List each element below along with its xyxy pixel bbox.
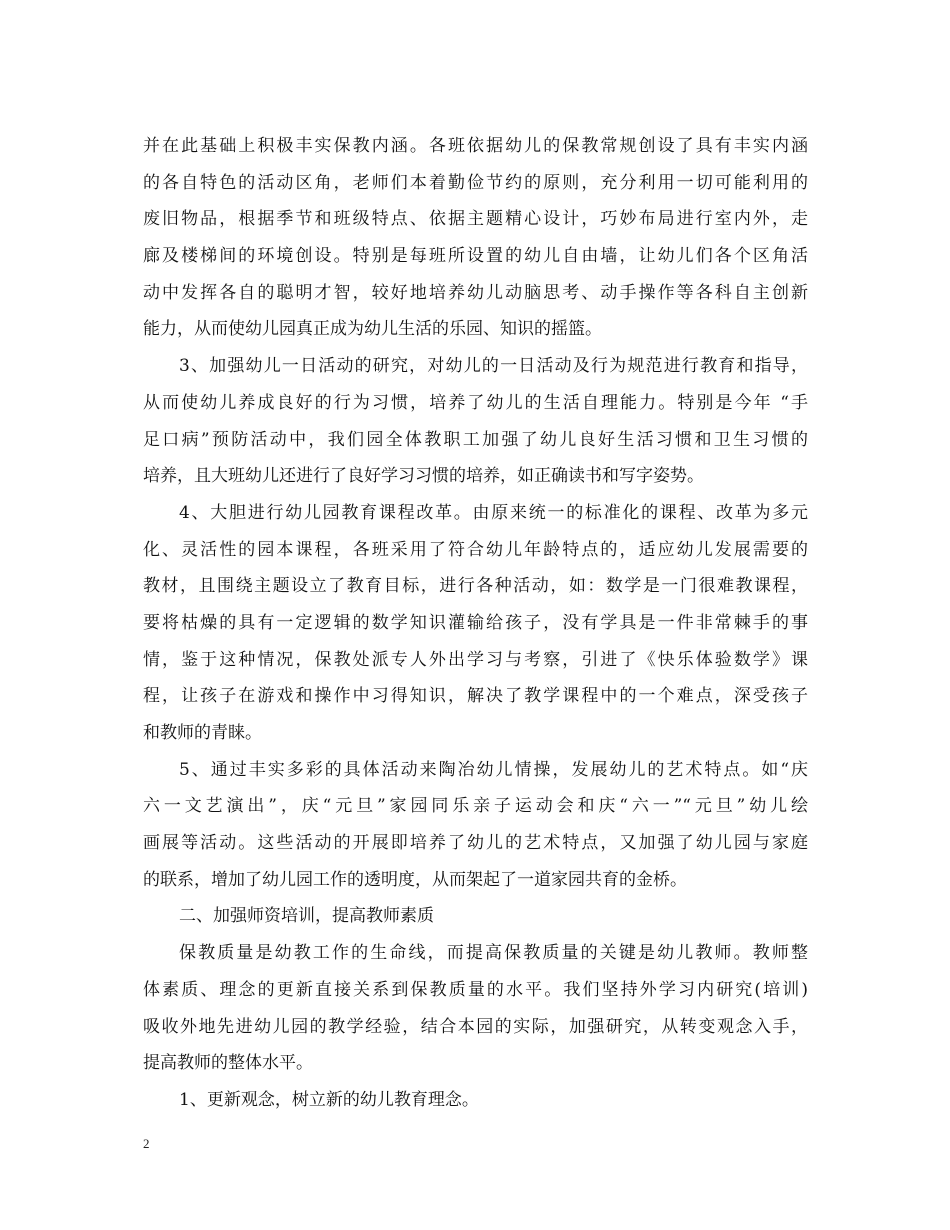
page-number: 2 bbox=[143, 1136, 150, 1151]
text-line: 情，鉴于这种情况，保教处派专人外出学习与考察，引进了《快乐体验数学》课 bbox=[143, 649, 808, 670]
text-line: 并在此基础上积极丰实保教内涵。各班依据幼儿的保教常规创设了具有丰实内涵 bbox=[143, 136, 808, 156]
text-line: 画展等活动。这些活动的开展即培养了幼儿的艺术特点，又加强了幼儿园与家庭 bbox=[143, 833, 808, 854]
paragraph-start-line: 保教质量是幼教工作的生命线，而提高保教质量的关键是幼儿教师。教师整 bbox=[179, 943, 808, 964]
text-line: 培养，且大班幼儿还进行了良好学习习惯的培养，如正确读书和写字姿势。 bbox=[143, 466, 704, 487]
text-line: 程，让孩子在游戏和操作中习得知识，解决了教学课程中的一个难点，深受孩子 bbox=[143, 686, 808, 707]
text-line: 提高教师的整体水平。 bbox=[143, 1053, 313, 1074]
text-line: 的各自特色的活动区角，老师们本着勤俭节约的原则，充分利用一切可能利用的 bbox=[143, 172, 808, 193]
text-line: 能力，从而使幼儿园真正成为幼儿生活的乐园、知识的摇篮。 bbox=[143, 319, 602, 340]
text-line: 吸收外地先进幼儿园的教学经验，结合本园的实际，加强研究，从转变观念入手， bbox=[143, 1016, 808, 1037]
text-line: 废旧物品，根据季节和班级特点、依据主题精心设计，巧妙布局进行室内外，走 bbox=[143, 209, 808, 230]
text-line: 足口病”预防活动中，我们园全体教职工加强了幼儿良好生活习惯和卫生习惯的 bbox=[143, 429, 808, 450]
text-line: 要将枯燥的具有一定逻辑的数学知识灌输给孩子，没有学具是一件非常棘手的事 bbox=[143, 612, 808, 633]
text-line: 的联系，增加了幼儿园工作的透明度，从而架起了一道家园共育的金桥。 bbox=[143, 869, 687, 890]
text-line: 教材，且围绕主题设立了教育目标，进行各种活动，如：数学是一门很难教课程， bbox=[143, 576, 808, 597]
paragraph-start-line: 3、加强幼儿一日活动的研究，对幼儿的一日活动及行为规范进行教育和指导， bbox=[179, 356, 808, 377]
subsection-heading: 1、更新观念，树立新的幼儿教育理念。 bbox=[179, 1089, 479, 1110]
text-line: 化、灵活性的园本课程，各班采用了符合幼儿年龄特点的，适应幼儿发展需要的 bbox=[143, 539, 808, 560]
text-line: 和教师的青睐。 bbox=[143, 723, 262, 743]
text-line: 从而使幼儿养成良好的行为习惯，培养了幼儿的生活自理能力。特别是今年 “手 bbox=[143, 392, 808, 413]
text-line: 体素质、理念的更新直接关系到保教质量的水平。我们坚持外学习内研究(培训) bbox=[143, 979, 808, 1000]
paragraph-start-line: 4、大胆进行幼儿园教育课程改革。由原来统一的标准化的课程、改革为多元 bbox=[179, 502, 808, 523]
paragraph-start-line: 5、通过丰实多彩的具体活动来陶冶幼儿情操，发展幼儿的艺术特点。如“庆 bbox=[179, 759, 808, 780]
document-body bbox=[143, 128, 808, 1119]
text-line: 动中发挥各自的聪明才智，较好地培养幼儿动脑思考、动手操作等各科自主创新 bbox=[143, 282, 808, 303]
text-line: 六一文艺演出”，庆“元旦”家园同乐亲子运动会和庆“六一”“元旦”幼儿绘 bbox=[143, 796, 808, 817]
text-line: 廊及楼梯间的环境创设。特别是每班所设置的幼儿自由墙，让幼儿们各个区角活 bbox=[143, 246, 808, 267]
section-heading: 二、加强师资培训，提高教师素质 bbox=[179, 906, 434, 927]
